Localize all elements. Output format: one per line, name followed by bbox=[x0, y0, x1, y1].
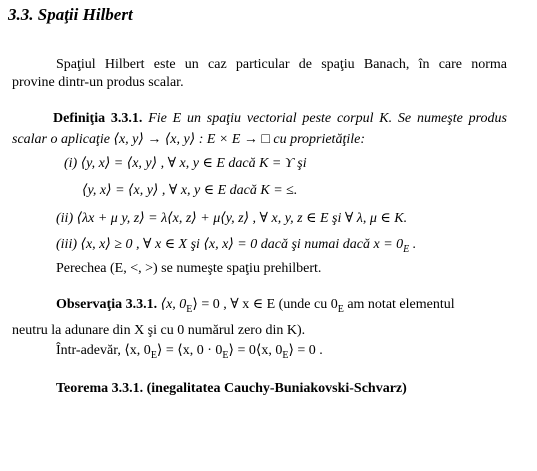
definition-line-1-text: Fie E un spaţiu vectorial peste corpul K. Se numeşte produs bbox=[142, 111, 507, 126]
observation-text-c: am notat elementul bbox=[343, 297, 455, 312]
observation-line-3 bbox=[56, 342, 323, 365]
property-2: (ii) ⟨λx + μ y, z⟩ = λ⟨x, z⟩ + μ⟨y, z⟩ , ∀ x, y, z ∈ E şi ∀ λ, μ ∈ K. bbox=[56, 211, 408, 226]
observation-l3-c: ⟩ = 0⟨x, 0 bbox=[228, 343, 283, 358]
observation-sub-a: E bbox=[186, 303, 193, 315]
observation-line-1 bbox=[56, 296, 455, 319]
observation-l3-sub-b: E bbox=[222, 349, 229, 361]
property-3-end: . bbox=[409, 237, 417, 252]
property-1: (i) ⟨y, x⟩ = ⟨x, y⟩ , ∀ x, y ∈ E dacă K = ϒ şi bbox=[64, 156, 307, 171]
observation-l3-b: ⟩ = ⟨x, 0 · 0 bbox=[156, 343, 223, 358]
definition-line-2 bbox=[12, 131, 365, 149]
observation-l3-a: Într-adevăr, ⟨x, 0 bbox=[56, 343, 151, 358]
definition-heading: Definiţia 3.3.1. bbox=[53, 111, 143, 126]
observation-line-2: neutru la adunare din X şi cu 0 numărul zero din K). bbox=[12, 323, 306, 338]
observation-l3-sub-c: E bbox=[282, 349, 289, 361]
observation-l3-sub-a: E bbox=[150, 349, 157, 361]
observation-heading: Observaţia 3.3.1. bbox=[56, 297, 158, 312]
prehilbert-line: Perechea (E, <, >) se numeşte spaţiu prehilbert. bbox=[56, 261, 322, 276]
definition-line-2-text: scalar o aplicaţie ⟨x, y⟩ → ⟨x, y⟩ : E × E → □ cu proprietăţile: bbox=[12, 132, 365, 147]
observation-sub-b: E bbox=[337, 303, 344, 315]
observation-l3-d: ⟩ = 0 . bbox=[288, 343, 323, 358]
theorem-heading: Teorema 3.3.1. (inegalitatea Cauchy-Buniakovski-Schvarz) bbox=[56, 381, 407, 396]
definition-line-1 bbox=[53, 110, 507, 128]
observation-text-a: ⟨x, 0 bbox=[157, 297, 187, 312]
observation-text-b: ⟩ = 0 , ∀ x ∈ E (unde cu 0 bbox=[192, 297, 338, 312]
property-3-text: (iii) ⟨x, x⟩ ≥ 0 , ∀ x ∈ X şi ⟨x, x⟩ = 0 dacă şi numai dacă x = 0 bbox=[56, 237, 404, 252]
section-title: 3.3. Spaţii Hilbert bbox=[8, 5, 133, 24]
property-3 bbox=[56, 236, 416, 259]
property-1b: ⟨y, x⟩ = ⟨x, y⟩ , ∀ x, y ∈ E dacă K = ≤. bbox=[82, 183, 298, 198]
intro-line-2: provine dintr-un produs scalar. bbox=[12, 75, 184, 90]
property-3-sub: E bbox=[403, 243, 410, 255]
intro-line-1: Spaţiul Hilbert este un caz particular de spaţiu Banach, în care norma bbox=[56, 57, 507, 72]
